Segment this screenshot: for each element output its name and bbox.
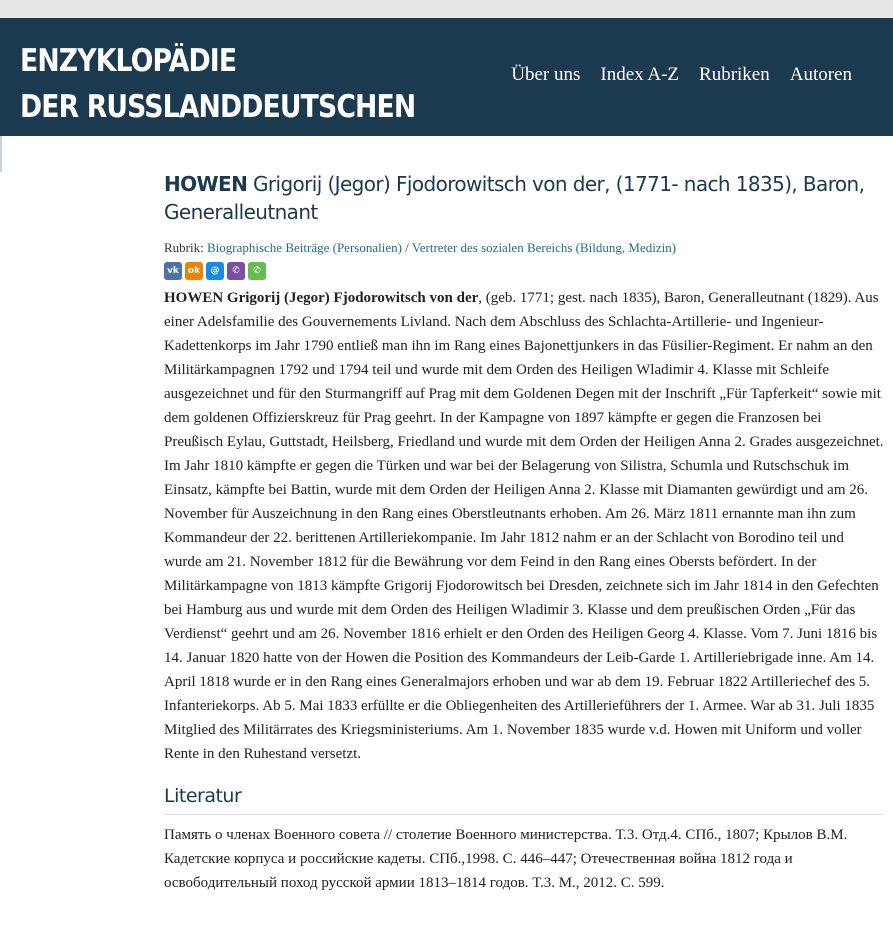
rubrik-link-sozialer-bereich[interactable]: Vertreter des sozialen Bereichs (Bildung, Medizin) (411, 240, 677, 255)
share-buttons (164, 262, 884, 280)
site-title-line1: ENZYKLOPÄDIE (20, 43, 237, 79)
nav-link-rubriken[interactable]: Rubriken (699, 64, 770, 85)
nav-link-index-a-z[interactable]: Index A-Z (600, 64, 680, 85)
left-divider (0, 136, 2, 172)
article-body-text: , (geb. 1771; gest. nach 1835), Baron, Generalleutnant (1829). Aus einer Adelsfamilie des Gouvernements Livland. Nach dem Abschluss des Schlachta-Artillerie- und Ingenieur- Kadettenkorps im Jahr 1790 entließ man ihn im Rang eines Bajonettjunkers in das Füsilier-Regiment. Er nahm an den Militärkampagnen 1792 und 1794 teil und wurde mit dem Orden des Heiligen Wladimir 4. Klasse mit Schleife ausgezeichnet und für den Sturmangriff auf Prag mit dem Goldenen Degen mit der Inschrift „Für Tapferkeit“ sowie mit dem goldenen Offizierskreuz für Prag geehrt. In der Kampagne von 1897 kämpfte er gegen die Franzosen bei Preußisch Eylau, Guttstadt, Heilsberg, Friedland und wurde mit dem Orden der Heiligen Anna 2. Grades ausgezeichnet. Im Jahr 1810 kämpfte er gegen die Türken und war bei der Belagerung von Silistra, Schumla und Rutschschuk im Einsatz, kämpfte bei Battin, wurde mit dem Orden der Heiligen Anna 2. Klasse mit Diamanten gewürdigt und am 26. November für Auszeichnung in den Rang eines Oberstleutnants erhoben. Am 26. März 1811 ernannte man ihn zum Kommandeur der 22. berittenen Artilleriekompanie. Im Jahr 1812 nahm er an der Schlacht von Borodino teil und wurde am 21. November 1812 für die Bewährung vor dem Feind in den Rang eines Obersts befördert. In der Militärkampagne von 1813 kämpfte Grigorij Fjodorowitsch bei Dresden, zeichnete sich im Jahr 1814 in den Gefechten bei Hamburg aus und wurde mit dem Orden des Heiligen Wladimir 3. Klasse und dem preußischen Orden „Für das Verdienst“ geehrt und am 26. November 1816 erhielt er den Orden des Heiligen Georg 4. Klasse. Vom 7. Juni 1816 bis 14. Januar 1820 hatte von der Howen die Position des Kommandeurs der Leib-Garde 1. Artilleriebrigade inne. Am 14. April 1818 wurde er in den Rang eines Generalmajors erhoben und war ab dem 19. Februar 1822 Artilleriechef des 5. Infanteriekorps. Ab 5. Mai 1833 erfüllte er die Obliegenheiten des Artillerieführers der 1. Armee. War ab 31. Juli 1835 Mitglied des Militärrates des Kriegsministeriums. Am 1. November 1835 wurde v.d. Howen mit Uniform und voller Rente in den Ruhestand versetzt. (164, 290, 884, 762)
literature-text: Память о членах Военного совета // столетие Военного министерства. Т.3. Отд.4. СПб., 1807; Крылов В.М. Кадетские корпуса и российские кадеты. СПб.,1998. С. 446–447; Отечественная война 1812 года и освободительный поход русской армии 1813–1814 годов. Т.3. М., 2012. С. 599. (164, 827, 848, 891)
browser-top-strip (0, 0, 893, 18)
rubrik-link-biographische[interactable]: Biographische Beiträge (Personalien) (206, 240, 402, 255)
rubrik-line (164, 240, 884, 256)
site-logo-title[interactable] (20, 38, 415, 130)
odnoklassniki-icon[interactable]: ok (185, 262, 203, 280)
site-title-line2: DER RUSSLANDDEUTSCHEN (20, 89, 416, 125)
literature-heading: Literatur (164, 785, 884, 815)
whatsapp-icon[interactable]: ✆ (248, 262, 266, 280)
nav-link-ueber-uns[interactable]: Über uns (511, 64, 581, 85)
rubrik-label: Rubrik: (164, 240, 207, 255)
article-body (164, 286, 884, 766)
viber-icon[interactable]: ✆ (227, 262, 245, 280)
article-body-lead: HOWEN Grigorij (Jegor) Fjodorowitsch von der (164, 290, 479, 306)
nav-link-autoren[interactable]: Autoren (789, 64, 852, 85)
vk-icon[interactable]: vk (164, 262, 182, 280)
moimir-icon[interactable]: @ (206, 262, 224, 280)
rubrik-separator: / (401, 240, 412, 255)
article-title-surname: HOWEN (164, 172, 248, 196)
article-title (164, 170, 884, 226)
site-header (0, 18, 893, 136)
article-title-rest: Grigorij (Jegor) Fjodorowitsch von der, (1771- nach 1835), Baron, Generalleutnant (164, 172, 865, 224)
main-nav (491, 64, 852, 86)
article-content (164, 170, 884, 895)
